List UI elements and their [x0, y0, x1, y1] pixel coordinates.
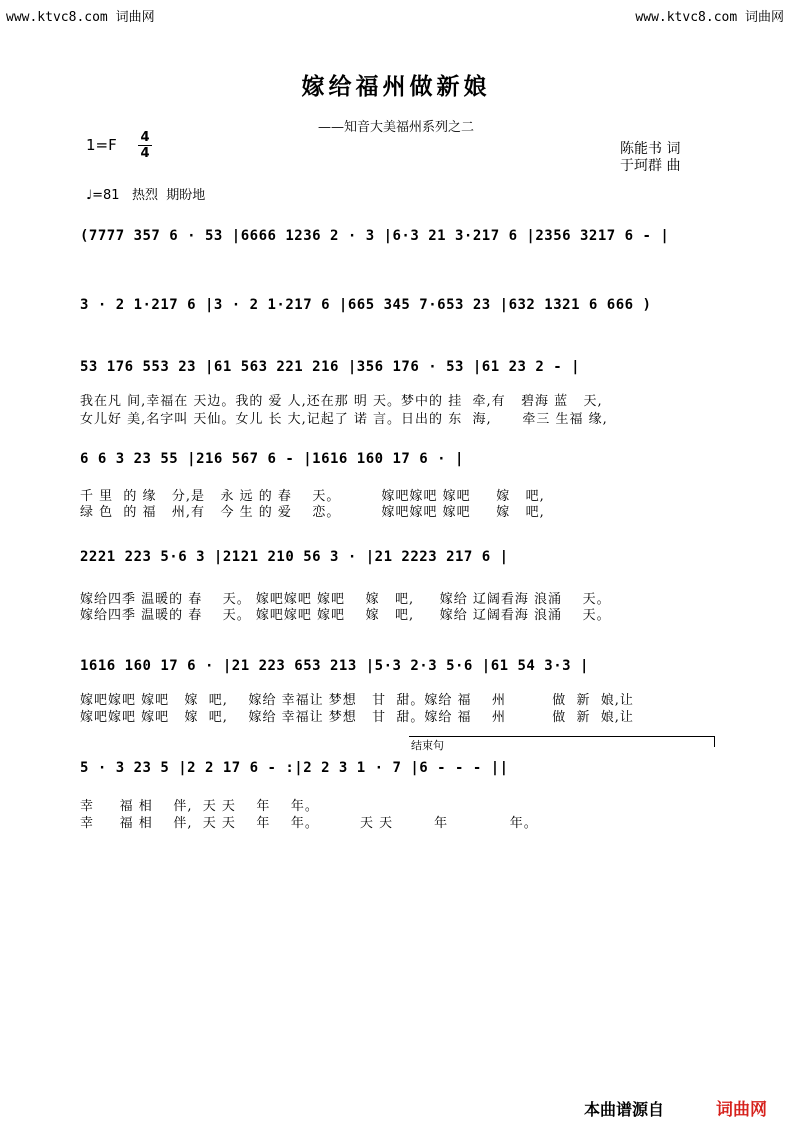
score-line-1: (7777 357 6 · 53 |6666 1236 2 · 3 |6·3 21 3·217 6 |2356 3217 6 - | — [80, 228, 670, 244]
site-logo: 词曲网 — [716, 1100, 767, 1120]
lyric-line-1: 我在凡 间,幸福在 天边。我的 爱 人,还在那 明 天。梦中的 挂 牵,有 碧海 蓝 天, — [80, 394, 603, 409]
lyric-line-4: 绿 色 的 福 州,有 今 生 的 爱 恋。 嫁吧嫁吧 嫁吧 嫁 吧, — [80, 505, 545, 520]
lyric-line-9: 幸 福 相 伴, 天 天 年 年。 — [80, 799, 319, 814]
song-title: 嫁给福州做新娘 — [301, 73, 491, 100]
site-watermark-left: www.ktvc8.com 词曲网 — [6, 10, 155, 25]
lyric-line-2: 女儿好 美,名字叫 天仙。女儿 长 大,记起了 诺 言。日出的 东 海, 牵三 生福 缘, — [80, 412, 608, 427]
ending-bracket — [409, 736, 715, 747]
site-watermark-right: www.ktvc8.com 词曲网 — [635, 10, 784, 25]
time-signature-top: 4 — [140, 130, 150, 145]
ending-label: 结束句 — [411, 739, 444, 752]
song-subtitle: ——知音大美福州系列之二 — [317, 120, 474, 135]
source-label: 本曲谱源自 — [584, 1100, 665, 1119]
lyric-line-7: 嫁吧嫁吧 嫁吧 嫁 吧, 嫁给 幸福让 梦想 甘 甜。嫁给 福 州 做 新 娘,让 — [80, 693, 634, 708]
score-line-7: 5 · 3 23 5 |2 2 17 6 - :|2 2 3 1 · 7 |6 - - - || — [80, 760, 509, 776]
score-line-6: 1616 160 17 6 · |21 223 653 213 |5·3 2·3 5·6 |61 54 3·3 | — [80, 658, 589, 674]
lyric-line-3: 千 里 的 缘 分,是 永 远 的 春 天。 嫁吧嫁吧 嫁吧 嫁 吧, — [80, 489, 545, 504]
score-line-2: 3 · 2 1·217 6 |3 · 2 1·217 6 |665 345 7·653 23 |632 1321 6 666 ) — [80, 297, 652, 313]
time-signature — [138, 130, 152, 161]
key-signature: 1=F — [86, 136, 117, 154]
tempo-marking: ♩=81 热烈 期盼地 — [86, 188, 206, 203]
lyric-line-5: 嫁给四季 温暖的 春 天。 嫁吧嫁吧 嫁吧 嫁 吧, 嫁给 辽阔看海 浪涌 天。 — [80, 592, 611, 607]
lyric-line-10: 幸 福 相 伴, 天 天 年 年。 天 天 年 年。 — [80, 816, 538, 831]
time-signature-bottom: 4 — [138, 145, 152, 161]
lyric-line-8: 嫁吧嫁吧 嫁吧 嫁 吧, 嫁给 幸福让 梦想 甘 甜。嫁给 福 州 做 新 娘,让 — [80, 710, 634, 725]
composer-credit: 于珂群 曲 — [620, 158, 681, 174]
score-line-3: 53 176 553 23 |61 563 221 216 |356 176 · 53 |61 23 2 - | — [80, 359, 581, 375]
score-line-5: 2221 223 5·6 3 |2121 210 56 3 · |21 2223 217 6 | — [80, 549, 509, 565]
lyric-line-6: 嫁给四季 温暖的 春 天。 嫁吧嫁吧 嫁吧 嫁 吧, 嫁给 辽阔看海 浪涌 天。 — [80, 608, 611, 623]
lyricist-credit: 陈能书 词 — [620, 141, 681, 157]
score-line-4: 6 6 3 23 55 |216 567 6 - |1616 160 17 6 · | — [80, 451, 464, 467]
